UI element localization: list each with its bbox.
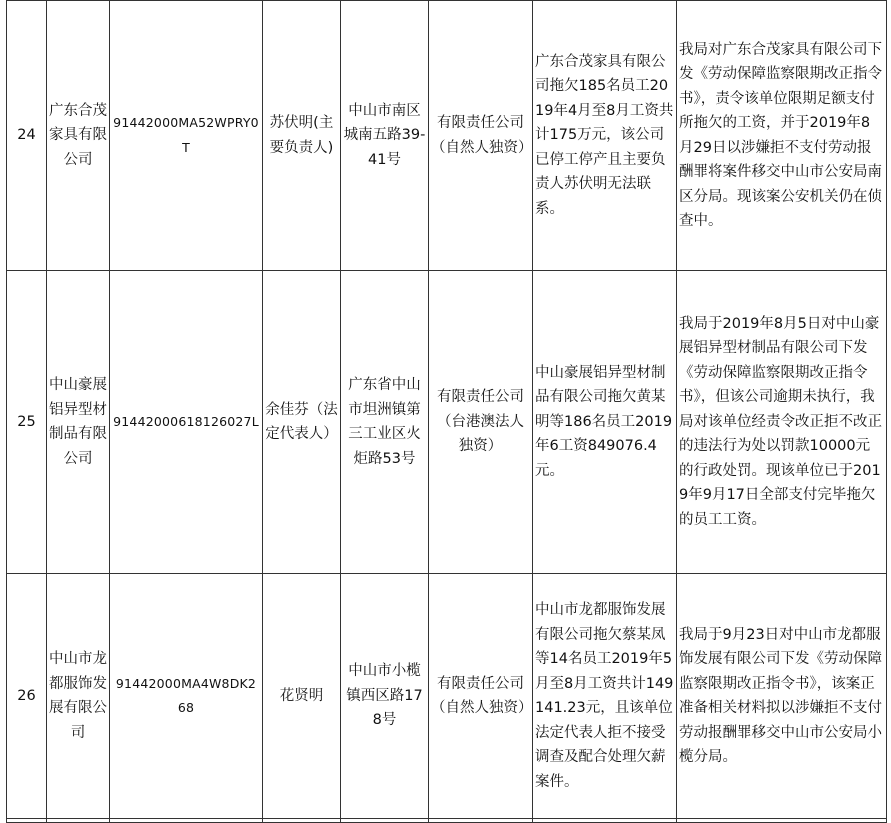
case-number: 25 (7, 271, 47, 574)
handling-result: 我局对广东合茂家具有限公司下发《劳动保障监察限期改正指令书》，责令该单位限期足额支付所拖欠的工资，并于2019年8月29日以涉嫌拒不支付劳动报酬罪将案件移交中山市公安局南区分局。现该案公安机关仍在侦查中。 (677, 1, 887, 271)
company-type: 有限责任公司（台港澳法人独资） (429, 271, 533, 574)
case-number: 24 (7, 1, 47, 271)
company-name: 中山市龙都服饰发展有限公司 (47, 574, 110, 819)
credit-code: 9144200061812602​7L (110, 271, 263, 574)
violation-facts: 广东合茂家具有限公司拖欠185名员工2019年4月至8月工资共计175万元，该公司已停工停产且主要负责人苏伏明无法联系。 (533, 1, 677, 271)
credit-code: 91442000MA4W8DK268 (110, 574, 263, 819)
violation-facts: 中山市龙都服饰发展有限公司拖欠蔡某凤等14名员工2019年5月至8月工资共计149141.23元，且该单位法定代表人拒不接受调查及配合处理欠薪案件。 (533, 574, 677, 819)
handling-result: 我局于9月23日对中山市龙都服饰发展有限公司下发《劳动保障监察限期改正指令书》，该案正准备相关材料拟以涉嫌拒不支付劳动报酬罪移交中山市公安局小榄分局。 (677, 574, 887, 819)
violation-cases-table (6, 0, 887, 823)
company-address: 广东省中山市坦洲镇第三工业区火炬路53号 (341, 271, 429, 574)
company-address: 中山市小榄镇西区路178号 (341, 574, 429, 819)
company-address: 中山市南区城南五路39-41号 (341, 1, 429, 271)
table-row (7, 1, 887, 271)
company-type: 有限责任公司（自然人独资） (429, 1, 533, 271)
table-row-partial (7, 819, 887, 823)
company-type: 有限责任公司（自然人独资） (429, 574, 533, 819)
case-number: 26 (7, 574, 47, 819)
table-row (7, 574, 887, 819)
legal-representative: 余佳芬（法定代表人） (263, 271, 341, 574)
company-name: 中山豪展铝异型材制品有限公司 (47, 271, 110, 574)
credit-code: 91442000MA52WPRY0T (110, 1, 263, 271)
handling-result: 我局于2019年8月5日对中山豪展铝异型材制品有限公司下发《劳动保障监察限期改正指令书》，但该公司逾期未执行，我局对该单位经责令改正拒不改正的违法行为处以罚款10000元的行政处罚。现该单位已于2019年9月17日全部支付完毕拖欠的员工工资。 (677, 271, 887, 574)
legal-representative: 花贤明 (263, 574, 341, 819)
violation-facts: 中山豪展铝异型材制品有限公司拖欠黄某明等186名员工2019年6工资849076.4元。 (533, 271, 677, 574)
table-row (7, 271, 887, 574)
legal-representative: 苏伏明(主要负责人) (263, 1, 341, 271)
company-name: 广东合茂家具有限公司 (47, 1, 110, 271)
